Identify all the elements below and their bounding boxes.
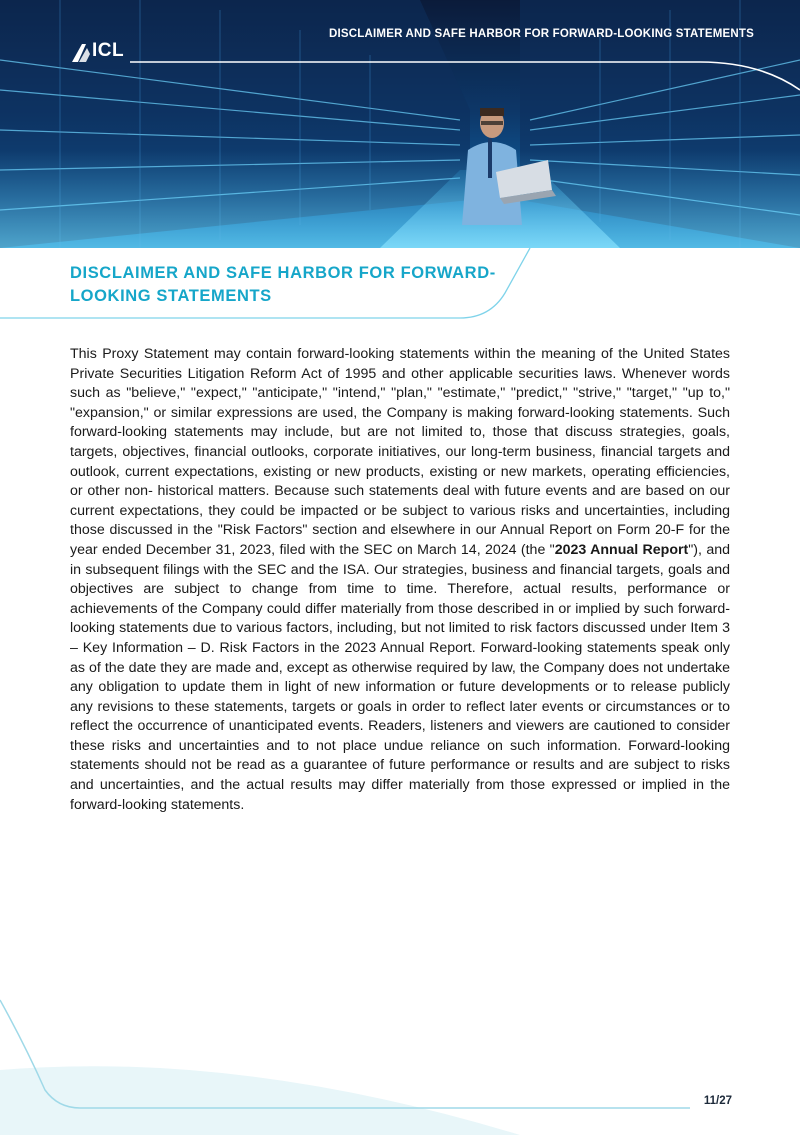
footer-decoration xyxy=(0,990,800,1135)
header-banner xyxy=(0,0,800,248)
page-number: 11/27 xyxy=(703,1095,732,1107)
body-paragraph xyxy=(70,345,730,815)
section-title: DISCLAIMER AND SAFE HARBOR FOR FORWARD-LOOKING STATEMENTS xyxy=(70,264,496,305)
body-text-part2: "), and in subsequent filings with the SEC and the ISA. Our strategies, business and financial targets, goals and objectives are subject to change from time to time. Therefore, actual results, performance or achievements of the Company could differ materially from those described in or implied by such forward-looking statements due to various factors, including, but not limited to risk factors discussed under Item 3 – Key Information – D. Risk Factors in the 2023 Annual Report. Forward-looking statements speak only as of the date they are made and, except as otherwise required by law, the Company does not undertake any obligation to update them in light of new information or future developments or to release publicly any revisions to these statements, targets or goals in order to reflect later events or circumstances or to reflect the occurrence of unanticipated events. Readers, listeners and viewers are cautioned to consider these risks and uncertainties and to not place undue reliance on such information. Forward-looking statements should not be read as a guarantee of future performance or results and are subject to risks and uncertainties, and the actual results may differ materially from those expressed or implied in the forward-looking statements. xyxy=(70,541,730,813)
bold-term: 2023 Annual Report xyxy=(554,541,689,558)
logo-text: ICL xyxy=(92,40,125,61)
body-text-part1: This Proxy Statement may contain forward-looking statements within the meaning of the United States Private Securities Litigation Reform Act of 1995 and other applicable securities laws. Whenever words such as "believe," "expect," "anticipate," "intend," "plan," "estimate," "predict," "strive," "target," "up to," "expansion," or similar expressions are used, the Company is making forward-looking statements. Such forward-looking statements may include, but are not limited to, those that discuss strategies, goals, targets, objectives, financial outlooks, corporate initiatives, our long-term business, financial targets and outlook, current expectations, existing or new products, existing or new markets, operating efficiencies, or other non- historical matters. Because such statements deal with future events and are based on our current expectations, they could be impacted or be subject to various risks and uncertainties, including those discussed in the "Risk Factors" section and elsewhere in our Annual Report on Form 20-F for the year ended December 31, 2023, filed with the SEC on March 14, 2024 (the " xyxy=(70,346,730,558)
header-title: DISCLAIMER AND SAFE HARBOR FOR FORWARD-LOOKING STATEMENTS xyxy=(329,28,754,40)
